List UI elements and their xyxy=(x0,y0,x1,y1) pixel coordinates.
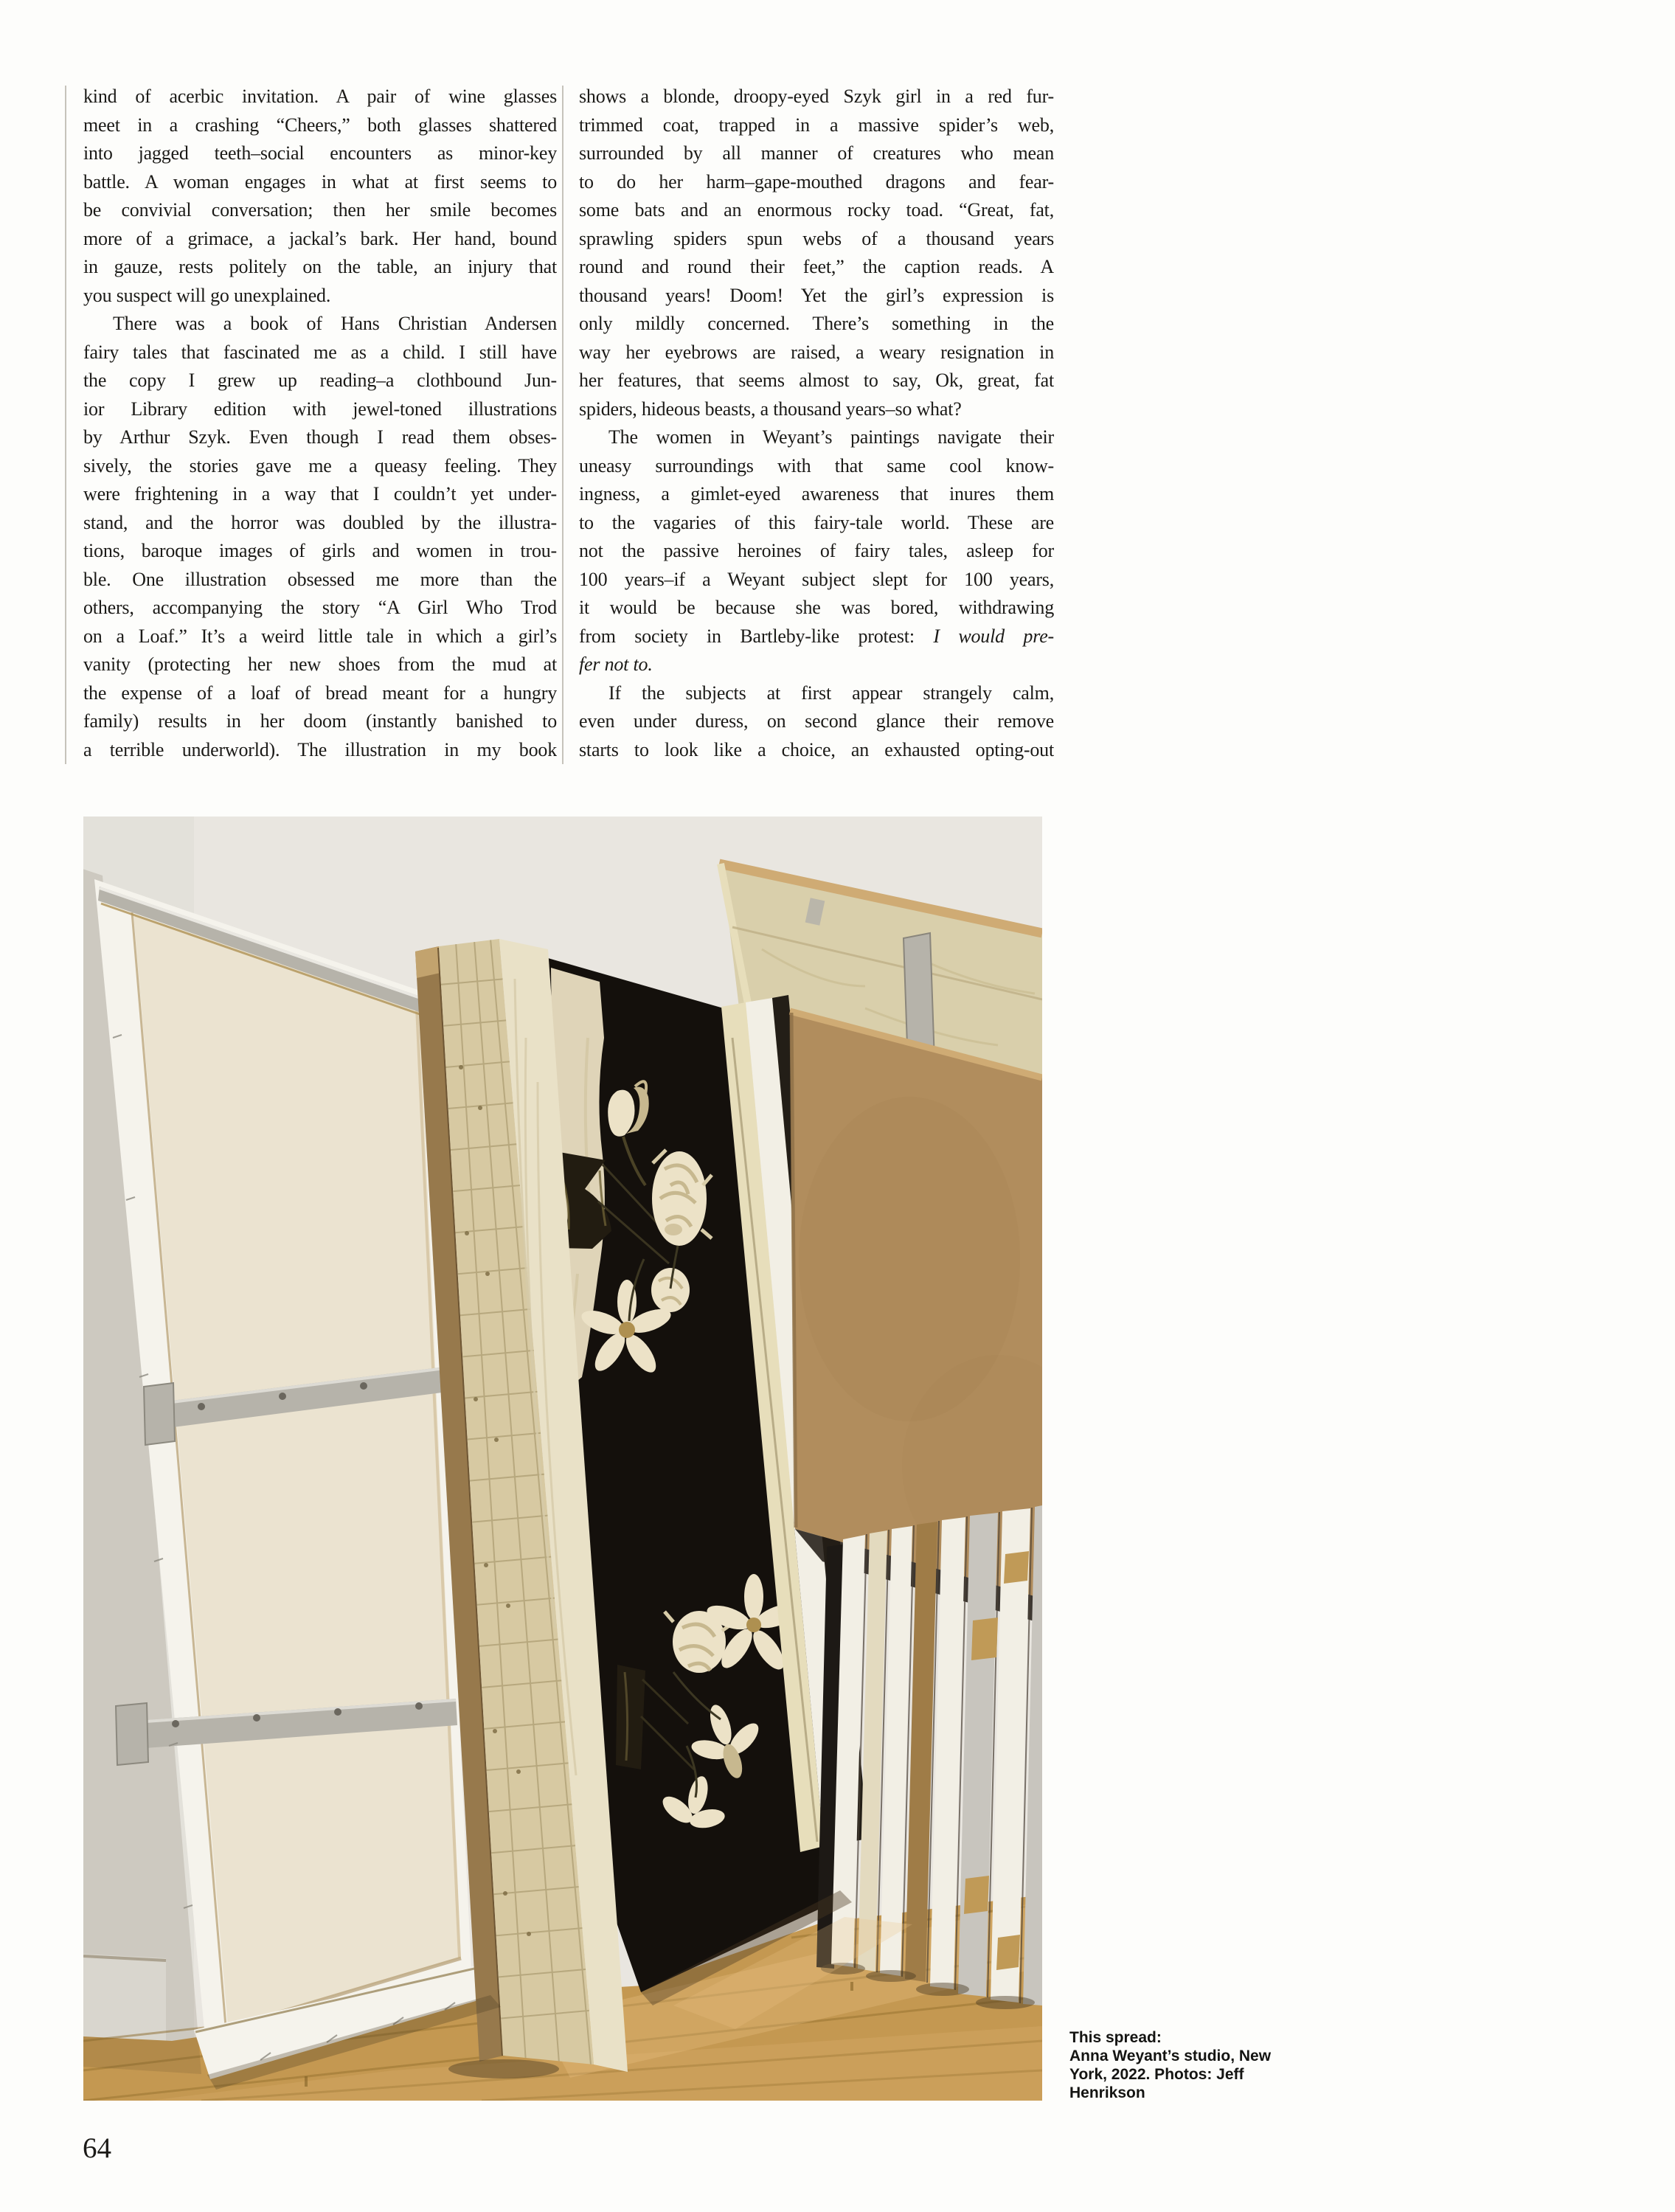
text-line: vanity (protecting her new shoes from the mud at xyxy=(83,653,557,675)
text-line: be convivial conversation; then her smile becomes xyxy=(83,199,557,221)
flower-rosebud xyxy=(651,1268,690,1312)
text-line: on a Loaf.” It’s a weird little tale in which a girl’s xyxy=(83,625,557,647)
text-line: in gauze, rests politely on the table, an injury that xyxy=(83,256,557,277)
text-line: were frightening in a way that I couldn’t yet under- xyxy=(83,483,557,505)
text-line: her features, that seems almost to say, Ok, great, fat xyxy=(579,370,1054,391)
page-number: 64 xyxy=(83,2132,111,2164)
text-line: fairy tales that fascinated me as a child. I still have xyxy=(83,341,557,363)
text-line: uneasy surroundings with that same cool know- xyxy=(579,454,1054,476)
studio-photograph xyxy=(83,817,1042,2101)
text-line: stand, and the horror was doubled by the illustra- xyxy=(83,511,557,533)
text-line: more of a grimace, a jackal’s bark. Her hand, bound xyxy=(83,227,557,249)
article-column-2 xyxy=(579,83,1054,764)
text-line: round and round their feet,” the caption reads. A xyxy=(579,256,1054,277)
text-line: to the vagaries of this fairy-tale world. These are xyxy=(579,511,1054,533)
caption-line: York, 2022. Photos: Jeff xyxy=(1069,2066,1244,2083)
text-line: family) results in her doom (instantly banished to xyxy=(83,710,557,732)
text-line: The women in Weyant’s paintings navigate their xyxy=(608,426,1054,448)
text-line: sively, the stories gave me a queasy feeling. They xyxy=(83,454,557,476)
text-line: ble. One illustration obsessed me more than the xyxy=(83,568,557,590)
text-line: it would be because she was bored, withdrawing xyxy=(579,597,1054,618)
text-line: way her eyebrows are raised, a weary resignation in xyxy=(579,341,1054,363)
text-line: only mildly concerned. There’s something in the xyxy=(579,313,1054,334)
text-line: surrounded by all manner of creatures who mean xyxy=(579,142,1054,164)
text-line: battle. A woman engages in what at first seems to xyxy=(83,170,557,193)
text-line: into jagged teeth–social encounters as minor-key xyxy=(83,142,557,164)
text-line: others, accompanying the story “A Girl Who Trod xyxy=(83,597,557,618)
text-line: the expense of a loaf of bread meant for a hungry xyxy=(83,682,557,704)
text-line: sprawling spiders spun webs of a thousand years xyxy=(579,227,1054,249)
text-line: trimmed coat, trapped in a massive spider’s web, xyxy=(579,114,1054,136)
caption-line: Henrikson xyxy=(1069,2084,1145,2101)
text-line: kind of acerbic invitation. A pair of wine glasses xyxy=(83,86,557,107)
article-column-1 xyxy=(83,83,557,764)
text-line: If the subjects at first appear strangely calm, xyxy=(608,682,1054,704)
text-line: even under duress, on second glance their remove xyxy=(579,710,1054,732)
text-line: a terrible underworld). The illustration in my book xyxy=(83,738,557,760)
text-line: you suspect will go unexplained. xyxy=(83,284,331,306)
text-line: There was a book of Hans Christian Andersen xyxy=(113,313,557,334)
text-line: by Arthur Szyk. Even though I read them obses- xyxy=(83,426,557,448)
text-line: meet in a crashing “Cheers,” both glasses shattered xyxy=(83,114,557,136)
photo-caption xyxy=(1069,2028,1423,2102)
text-line: fer not to. xyxy=(579,653,653,675)
text-line: ior Library edition with jewel-toned illustrations xyxy=(83,398,557,420)
caption-line: Anna Weyant’s studio, New xyxy=(1069,2048,1272,2064)
text-line: ingness, a gimlet-eyed awareness that inures them xyxy=(579,483,1054,505)
text-line: not the passive heroines of fairy tales, asleep for xyxy=(579,540,1054,561)
text-line: spiders, hideous beasts, a thousand years–so what? xyxy=(579,398,962,420)
text-line: starts to look like a choice, an exhausted opting-out xyxy=(579,738,1054,760)
column-rule-left xyxy=(65,86,66,764)
text-line: some bats and an enormous rocky toad. “Great, fat, xyxy=(579,199,1054,221)
text-line: shows a blonde, droopy-eyed Szyk girl in a red fur- xyxy=(579,86,1054,107)
text-line: thousand years! Doom! Yet the girl’s expression is xyxy=(579,284,1054,306)
text-line: the copy I grew up reading–a clothbound Jun- xyxy=(83,370,557,391)
text-line: to do her harm–gape-mouthed dragons and fear- xyxy=(579,170,1054,193)
text-line: from society in Bartleby-like protest: I would pre- xyxy=(579,625,1054,647)
column-rule-middle xyxy=(562,86,563,764)
text-line: 100 years–if a Weyant subject slept for 100 years, xyxy=(579,568,1054,590)
text-line: tions, baroque images of girls and women in trou- xyxy=(83,540,557,561)
caption-line: This spread: xyxy=(1069,2029,1162,2046)
